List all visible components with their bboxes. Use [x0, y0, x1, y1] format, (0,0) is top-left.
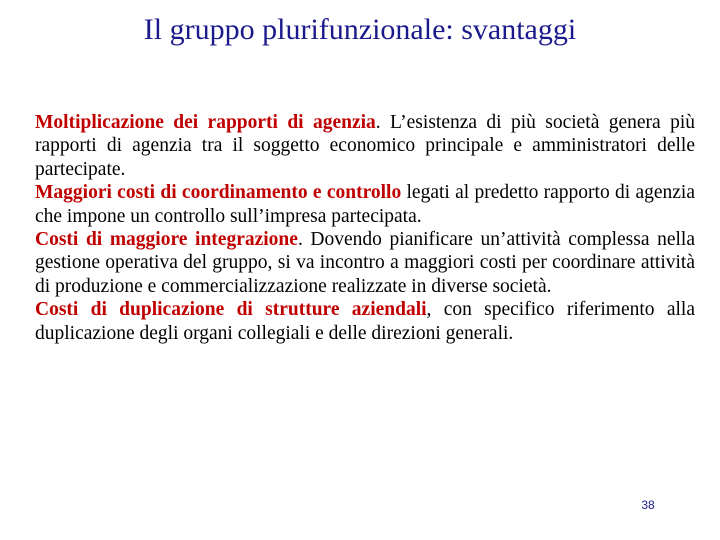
item-heading: Maggiori costi di coordinamento e controllo	[35, 182, 402, 204]
slide-title: Il gruppo plurifunzionale: svantaggi	[143, 13, 577, 46]
bullet-list	[35, 111, 695, 345]
page-number: 38	[641, 498, 655, 512]
item-heading: Moltiplicazione dei rapporti di agenzia	[35, 112, 376, 133]
item-text: , con specifico riferimento alla duplicazione degli organi collegiali e delle direzioni generali.	[35, 299, 695, 344]
item-text: . L’esistenza di più società genera più rapporti di agenzia tra il soggetto economico principale e amministratori delle partecipate.	[35, 112, 695, 180]
list-item-integration	[35, 228, 695, 298]
list-item-coordination	[35, 181, 695, 228]
item-heading: Costi di maggiore integrazione	[35, 229, 298, 251]
item-text: legati al predetto rapporto di agenzia che impone un controllo sull’impresa partecipata.	[35, 182, 695, 227]
item-heading: Costi di duplicazione di strutture aziendali	[35, 299, 427, 321]
item-text: . Dovendo pianificare un’attività complessa nella gestione operativa del gruppo, si va incontro a maggiori costi per coordinare attività di produzione e commercializzazione realizzate in diverse società.	[35, 229, 695, 297]
list-item-duplication	[35, 298, 695, 345]
list-item-agency	[35, 111, 695, 181]
